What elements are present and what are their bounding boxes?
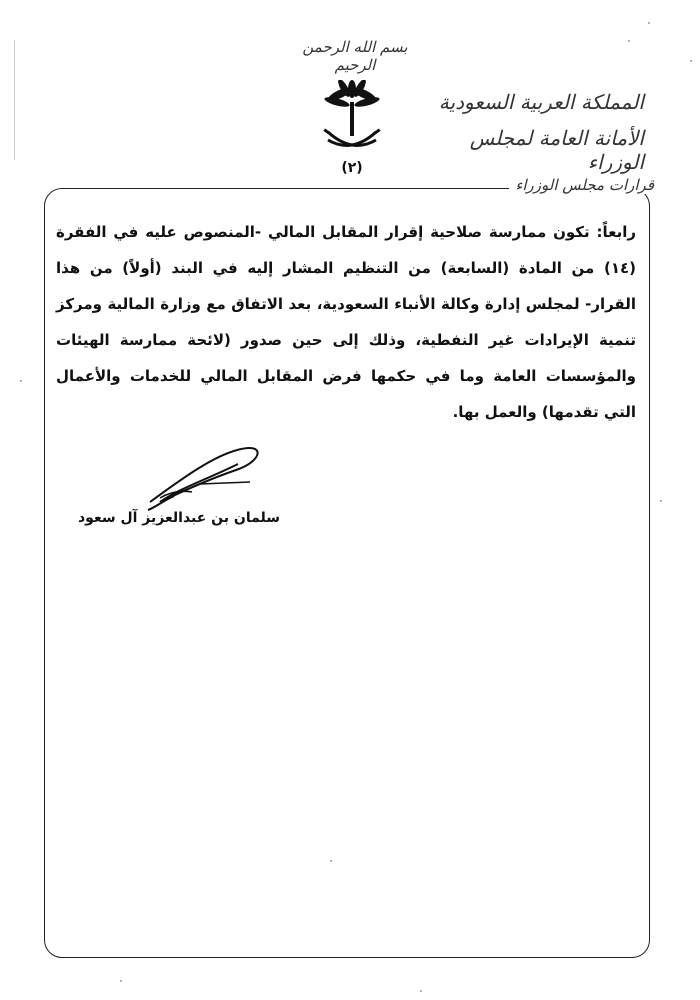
margin-line [14,40,15,160]
handwritten-signature [140,440,270,520]
page-number: (٢) [341,160,363,176]
paragraph-text: رابعاً: تكون ممارسة صلاحية إقرار المقابل المالي -المنصوص عليه في الفقرة (١٤) من المادة (السابعة) من التنظيم المشار إليه في البند (أولاً) من هذا القرار- لمجلس إدارة وكالة الأنباء السعودية، بعد الاتفاق مع وزارة المالية ومركز تنمية الإيرادات غير النفطية، وذلك إلى حين صدور (لائحة ممارسة الهيئات والمؤسسات العامة وما في حكمها فرض المقابل المالي للخدمات والأعمال التي تقدمها) والعمل بها. [56,223,636,421]
scan-speck [690,60,692,62]
kingdom-heading: المملكة العربية السعودية [438,90,644,114]
scan-speck [648,22,650,24]
signer-name: سلمان بن عبدالعزيز آل سعود [77,510,280,526]
decision-paragraph [56,214,636,430]
scan-speck [660,500,662,502]
scan-speck [628,40,630,42]
scan-speck [420,990,422,992]
scan-speck [20,380,22,382]
frame-label: قرارات مجلس الوزراء [509,176,660,194]
saudi-emblem-icon [322,80,382,160]
scan-speck [120,980,122,982]
basmala: بسم الله الرحمن الرحيم [302,38,408,74]
secretariat-heading: الأمانة العامة لمجلس الوزراء [469,126,644,174]
scan-speck [330,860,332,862]
